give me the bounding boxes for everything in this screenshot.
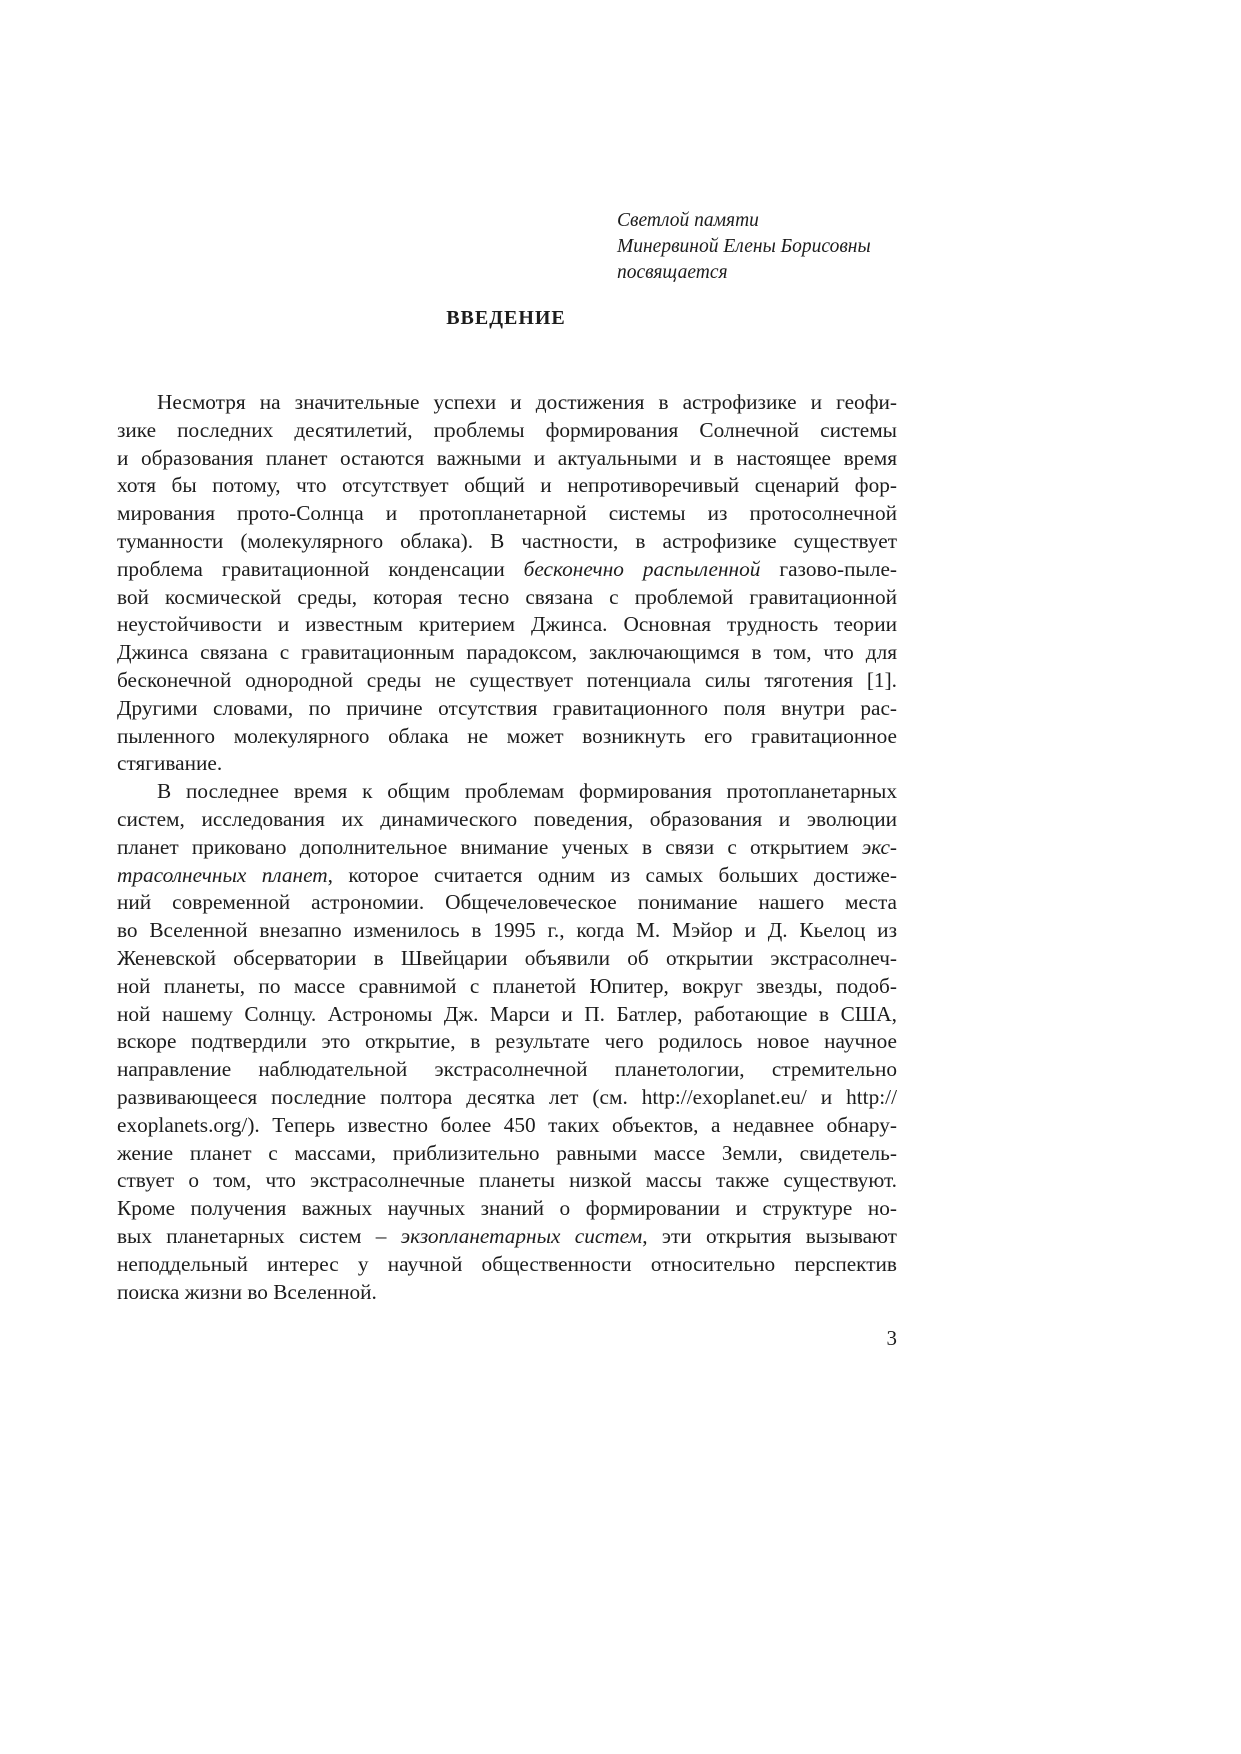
dedication	[617, 208, 1017, 286]
section-heading: ВВЕДЕНИЕ	[446, 307, 566, 329]
text-line: хотя бы потому, что отсутствует общий и непротиворечивый сценарий фор-	[117, 473, 897, 498]
text-line: и образования планет остаются важными и актуальными и в настоящее время	[117, 445, 897, 470]
text-line: поиска жизни во Вселенной.	[117, 1279, 377, 1304]
text-line: неподдельный интерес у научной общественности относительно перспектив	[117, 1251, 897, 1276]
text-line: Несмотря на значительные успехи и достижения в астрофизике и геофи-	[157, 390, 897, 414]
text-line: трасолнечных планет, которое считается одним из самых больших достиже-	[117, 862, 897, 887]
page-number: 3	[886, 1326, 897, 1350]
text-line: Кроме получения важных научных знаний о формировании и структуре но-	[117, 1196, 897, 1221]
text-line: жение планет с массами, приблизительно равными массе Земли, свидетель-	[117, 1140, 897, 1165]
dedication-line: Светлой памяти	[617, 210, 759, 231]
text-line: во Вселенной внезапно изменилось в 1995 г., когда М. Мэйор и Д. Кьелоц из	[117, 918, 897, 943]
text-line: Джинса связана с гравитационным парадоксом, заключающимся в том, что для	[117, 640, 897, 665]
text-line: развивающееся последние полтора десятка лет (см. http://exoplanet.eu/ и http://	[117, 1084, 897, 1109]
text-line: Другими словами, по причине отсутствия гравитационного поля внутри рас-	[117, 695, 897, 720]
text-line: бесконечной однородной среды не существует потенциала силы тяготения [1].	[117, 667, 897, 692]
text-line: вых планетарных систем – экзопланетарных систем, эти открытия вызывают	[117, 1223, 897, 1248]
text-line: неустойчивости и известным критерием Джинса. Основная трудность теории	[117, 612, 897, 637]
dedication-line: Минервиной Елены Борисовны	[617, 236, 871, 257]
text-line: стягивание.	[117, 751, 223, 776]
text-line: направление наблюдательной экстрасолнечной планетологии, стремительно	[117, 1057, 897, 1082]
body-text	[117, 389, 897, 1306]
text-line: вскоре подтвердили это открытие, в результате чего родилось новое научное	[117, 1029, 897, 1054]
text-line: ствует о том, что экстрасолнечные планеты низкой массы также существуют.	[117, 1168, 897, 1193]
text-line: зике последних десятилетий, проблемы формирования Солнечной системы	[117, 417, 897, 442]
text-line: Женевской обсерватории в Швейцарии объявили об открытии экстрасолнеч-	[117, 945, 897, 970]
text-line: планет приковано дополнительное внимание ученых в связи с открытием экс-	[117, 834, 897, 859]
text-line: ний современной астрономии. Общечеловеческое понимание нашего места	[117, 890, 897, 915]
text-line: мирования прото-Солнца и протопланетарной системы из протосолнечной	[117, 501, 897, 526]
text-line: ной нашему Солнцу. Астрономы Дж. Марси и П. Батлер, работающие в США,	[117, 1001, 897, 1026]
text-line: пыленного молекулярного облака не может возникнуть его гравитационное	[117, 723, 897, 748]
text-line: В последнее время к общим проблемам формирования протопланетарных	[157, 779, 897, 804]
text-line: exoplanets.org/). Теперь известно более 450 таких объектов, а недавнее обнару-	[117, 1112, 897, 1137]
paragraph	[117, 389, 897, 778]
text-line: вой космической среды, которая тесно связана с проблемой гравитационной	[117, 584, 897, 609]
text-line: проблема гравитационной конденсации бесконечно распыленной газово-пыле-	[117, 556, 897, 581]
paragraph	[117, 778, 897, 1306]
text-line: систем, исследования их динамического поведения, образования и эволюции	[117, 806, 897, 831]
dedication-line: посвящается	[617, 262, 728, 283]
text-line: ной планеты, по массе сравнимой с планетой Юпитер, вокруг звезды, подоб-	[117, 973, 897, 998]
text-line: туманности (молекулярного облака). В частности, в астрофизике существует	[117, 528, 897, 553]
